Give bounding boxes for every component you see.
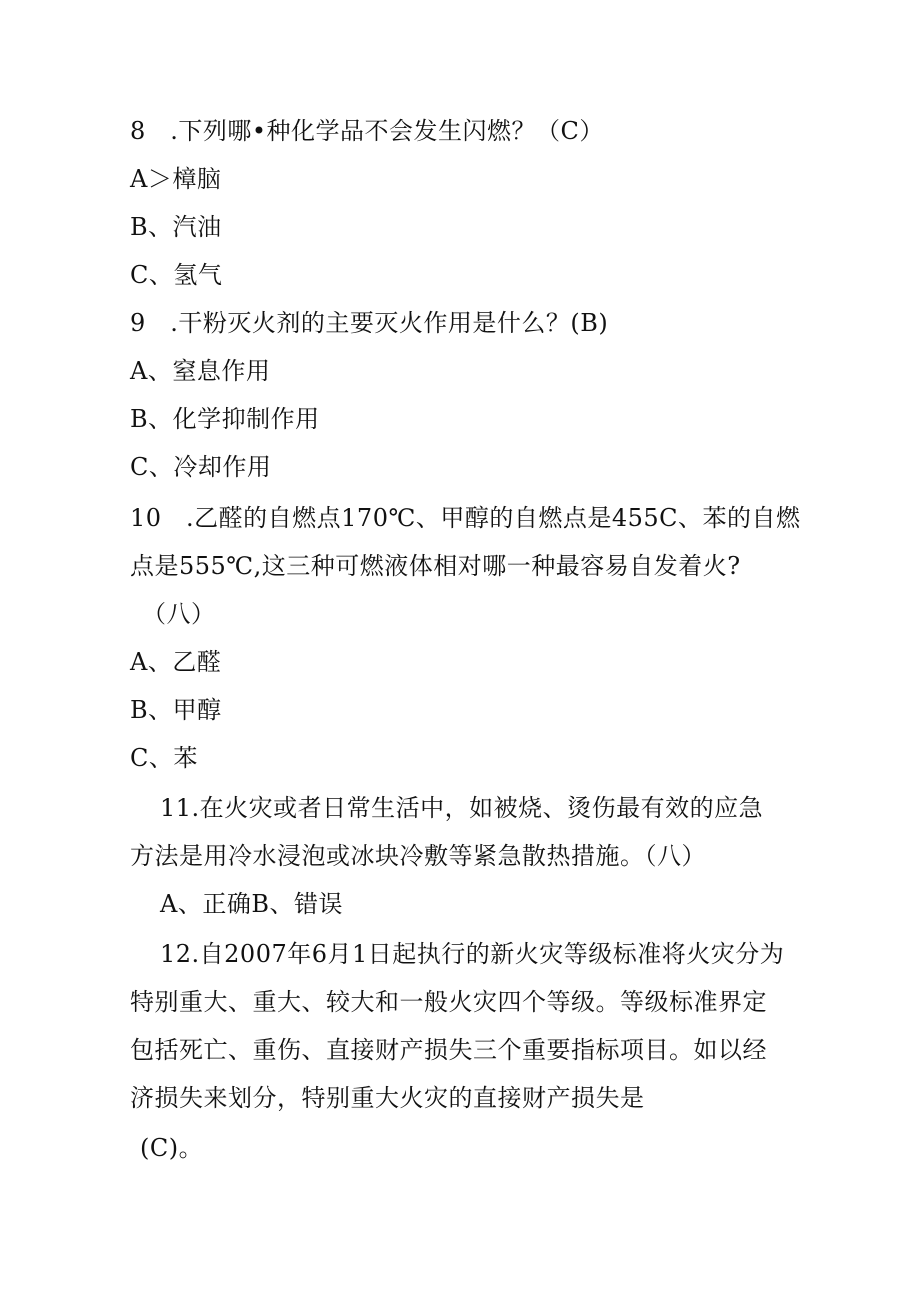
question-8-text: 8 .下列哪•种化学品不会发生闪燃？（C）	[130, 117, 604, 145]
question-11-options: A、正确B、错误	[160, 890, 343, 918]
option-a-text: A、窒息作用	[130, 357, 271, 385]
question-12-text-continued: 包括死亡、重伤、直接财产损失三个重要指标项目。如以经	[130, 1036, 767, 1064]
option-a-text: A＞樟脑	[130, 165, 222, 193]
option-b-text: B、化学抑制作用	[130, 405, 320, 433]
question-11-text: 11.在火灾或者日常生活中，如被烧、烫伤最有效的应急	[160, 794, 764, 822]
question-12-text-continued: 济损失来划分，特别重大火灾的直接财产损失是	[130, 1084, 645, 1112]
option-c-text: C、氢气	[130, 261, 223, 289]
question-9-text: 9 .干粉灭火剂的主要灭火作用是什么？(B)	[130, 309, 609, 337]
option-b-text: B、汽油	[130, 213, 222, 241]
option-b-text: B、甲醇	[130, 696, 222, 724]
question-12-text-continued: 特别重大、重大、较大和一般火灾四个等级。等级标准界定	[130, 988, 767, 1016]
question-10-text-continued: 点是555℃,这三种可燃液体相对哪一种最容易自发着火?	[130, 552, 741, 580]
question-12-text: 12.自2007年6月1日起执行的新火灾等级标准将火灾分为	[160, 940, 785, 968]
question-12-answer: (C)。	[140, 1134, 204, 1162]
question-10-text: 10 .乙醛的自燃点170℃、甲醇的自燃点是455C、苯的自燃	[130, 504, 801, 532]
option-c-text: C、冷却作用	[130, 453, 272, 481]
question-10-answer: （八）	[142, 600, 216, 628]
option-a-text: A、乙醛	[130, 648, 222, 676]
question-11-text-continued: 方法是用冷水浸泡或冰块冷敷等紧急散热措施。（八）	[130, 842, 706, 870]
option-c-text: C、苯	[130, 744, 198, 772]
